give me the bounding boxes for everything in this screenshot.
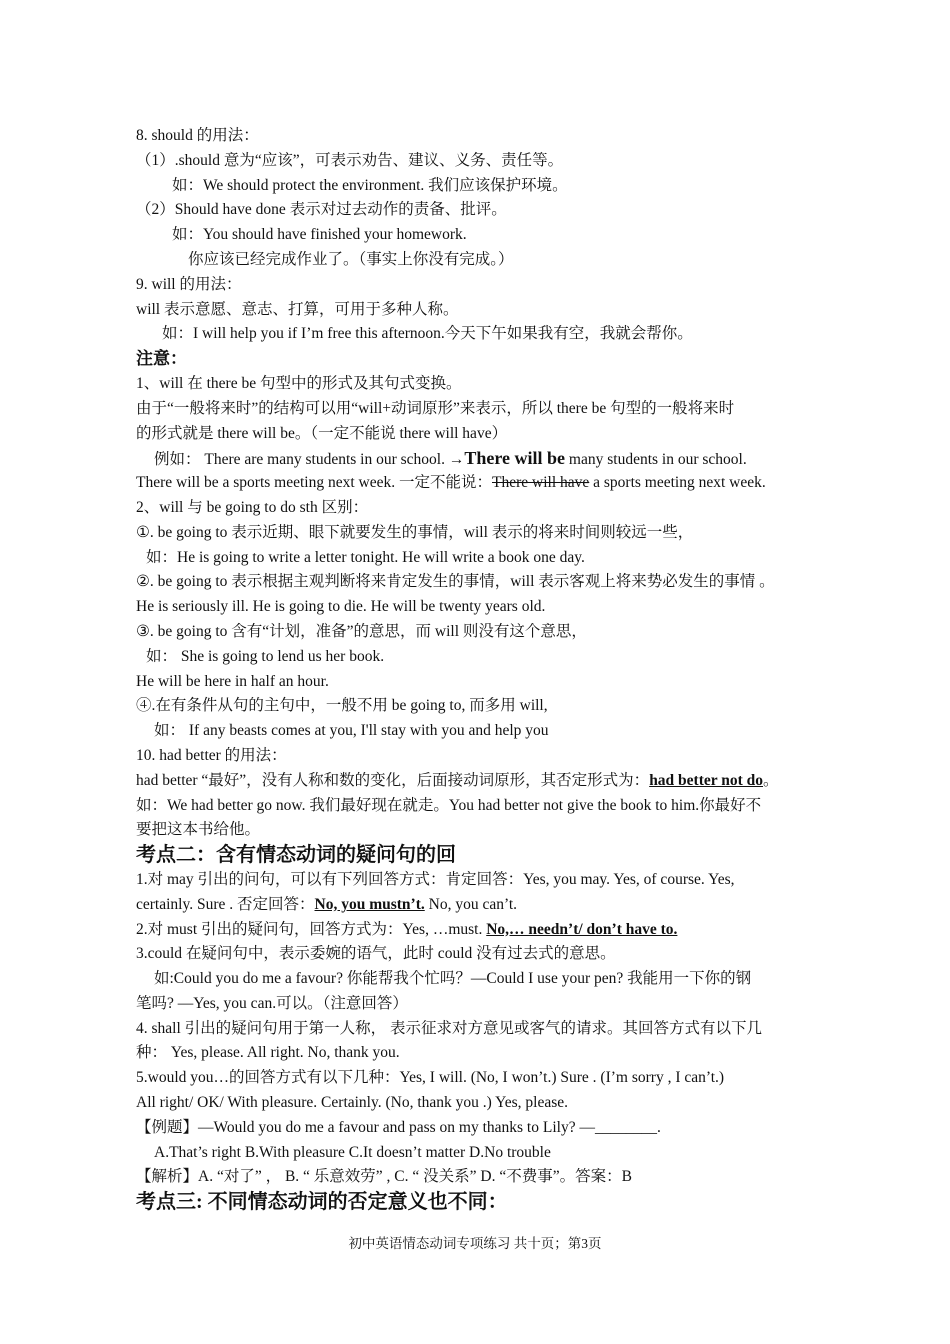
analysis-line: 【解析】A. “对了” ， B. “ 乐意效劳” , C. “ 没关系” D. “不费事”。答案：B bbox=[136, 1168, 632, 1186]
section-title-3: 考点三: 不同情态动词的否定意义也不同： bbox=[136, 1191, 508, 1214]
text-line bbox=[136, 893, 826, 918]
text-line bbox=[136, 769, 826, 794]
emphasis-text: There will be bbox=[464, 448, 566, 469]
text-line: He will be here in half an hour. bbox=[136, 672, 329, 690]
section-heading-had-better: 10. had better 的用法： bbox=[136, 746, 287, 764]
text-line: 1、will 在 there be 句型中的形式及其句式变换。 bbox=[136, 374, 462, 392]
text-line bbox=[136, 918, 826, 943]
example-text: There will be a sports meeting next week. 一定不能说： bbox=[136, 474, 492, 492]
text-line: ①. be going to 表示近期、眼下就要发生的事情，will 表示的将来时间则较远一些， bbox=[136, 523, 694, 541]
example-text: many students in our school. bbox=[565, 451, 747, 469]
note-heading: 注意： bbox=[136, 349, 187, 369]
example-line: 如： If any beasts comes at you, I'll stay with you and help you bbox=[154, 722, 549, 740]
text-line: 种： Yes, please. All right. No, thank you. bbox=[136, 1044, 400, 1062]
text-line bbox=[136, 471, 826, 496]
page-footer: 初中英语情态动词专项练习 共十页；第3页 bbox=[348, 1236, 602, 1251]
emphasis-text: No, you mustn’t. bbox=[314, 895, 425, 913]
text-line: will 表示意愿、意志、打算，可用于多种人称。 bbox=[136, 300, 459, 318]
example-text: a sports meeting next week. bbox=[589, 474, 766, 492]
text-line: 要把这本书给他。 bbox=[136, 821, 261, 839]
emphasis-text: No,… needn’t/ don’t have to. bbox=[486, 920, 678, 938]
text: certainly. Sure . 否定回答： bbox=[136, 895, 315, 913]
text-line: （1）.should 意为“应该”，可表示劝告、建议、义务、责任等。 bbox=[136, 151, 564, 169]
text-line: （2）Should have done 表示对过去动作的责备、批评。 bbox=[136, 201, 507, 219]
emphasis-text: had better not do bbox=[649, 771, 764, 789]
text-line: 2、will 与 be going to do sth 区别： bbox=[136, 498, 369, 516]
text-line: 4. shall 引出的疑问句用于第一人称， 表示征求对方意见或客气的请求。其回答方式有以下几 bbox=[136, 1019, 763, 1037]
text-line: All right/ OK/ With pleasure. Certainly. (No, thank you .) Yes, please. bbox=[136, 1094, 569, 1112]
example-text: 例如： There are many students in our school. → bbox=[154, 451, 465, 469]
section-title-2: 考点二：含有情态动词的疑问句的回 bbox=[136, 844, 456, 867]
example-line: 如：We should protect the environment. 我们应该保护环境。 bbox=[172, 176, 568, 194]
struck-text: There will have bbox=[492, 474, 590, 492]
text-line: 如：We had better go now. 我们最好现在就走。You had better not give the book to him.你最好不 bbox=[136, 796, 762, 814]
text-line: 的形式就是 there will be。（一定不能说 there will have） bbox=[136, 424, 508, 442]
text-line: 由于“一般将来时”的结构可以用“will+动词原形”来表示，所以 there be 句型的一般将来时 bbox=[136, 399, 735, 417]
example-line: 如：You should have finished your homework. bbox=[172, 226, 467, 244]
text-line: 笔吗? —Yes, you can.可以。（注意回答） bbox=[136, 994, 408, 1012]
example-line: 如： She is going to lend us her book. bbox=[146, 647, 385, 665]
answer-options: A.That’s right B.With pleasure C.It doesn’t matter D.No trouble bbox=[154, 1143, 551, 1161]
text-line: ②. be going to 表示根据主观判断将来肯定发生的事情，will 表示客观上将来势必发生的事情 。 bbox=[136, 573, 775, 591]
example-line: 如：He is going to write a letter tonight. He will write a book one day. bbox=[146, 548, 585, 566]
text-line: 5.would you…的回答方式有以下几种：Yes, I will. (No, I won’t.) Sure . (I’m sorry , I can’t.) bbox=[136, 1069, 725, 1087]
text-line: 3.could 在疑问句中，表示委婉的语气，此时 could 没有过去式的意思。 bbox=[136, 945, 616, 963]
text: 。 bbox=[763, 771, 779, 789]
text: 2.对 must 引出的疑问句，回答方式为：Yes, …must. bbox=[136, 920, 487, 938]
document-body bbox=[136, 124, 826, 1215]
text: No, you can’t. bbox=[424, 895, 518, 913]
example-line: 你应该已经完成作业了。（事实上你没有完成。） bbox=[188, 250, 514, 268]
text-line: He is seriously ill. He is going to die. He will be twenty years old. bbox=[136, 598, 546, 616]
text: had better “最好”，没有人称和数的变化，后面接动词原形，其否定形式为： bbox=[136, 771, 650, 789]
example-line: 如：I will help you if I’m free this afternoon.今天下午如果我有空，我就会帮你。 bbox=[162, 325, 693, 343]
text-line: ③. be going to 含有“计划，准备”的意思，而 will 则没有这个意思， bbox=[136, 622, 587, 640]
section-heading-will: 9. will 的用法： bbox=[136, 275, 242, 293]
text-line: ④.在有条件从句的主句中，一般不用 be going to, 而多用 will, bbox=[136, 697, 548, 715]
example-line: 如:Could you do me a favour? 你能帮我个忙吗？—Could I use your pen? 我能用一下你的钢 bbox=[154, 970, 752, 988]
example-line bbox=[136, 446, 826, 471]
section-heading-should: 8. should 的用法： bbox=[136, 127, 259, 144]
example-question: 【例题】—Would you do me a favour and pass on my thanks to Lily? —________. bbox=[136, 1118, 661, 1136]
text-line: 1.对 may 引出的问句，可以有下列回答方式：肯定回答：Yes, you may. Yes, of course. Yes, bbox=[136, 870, 735, 888]
